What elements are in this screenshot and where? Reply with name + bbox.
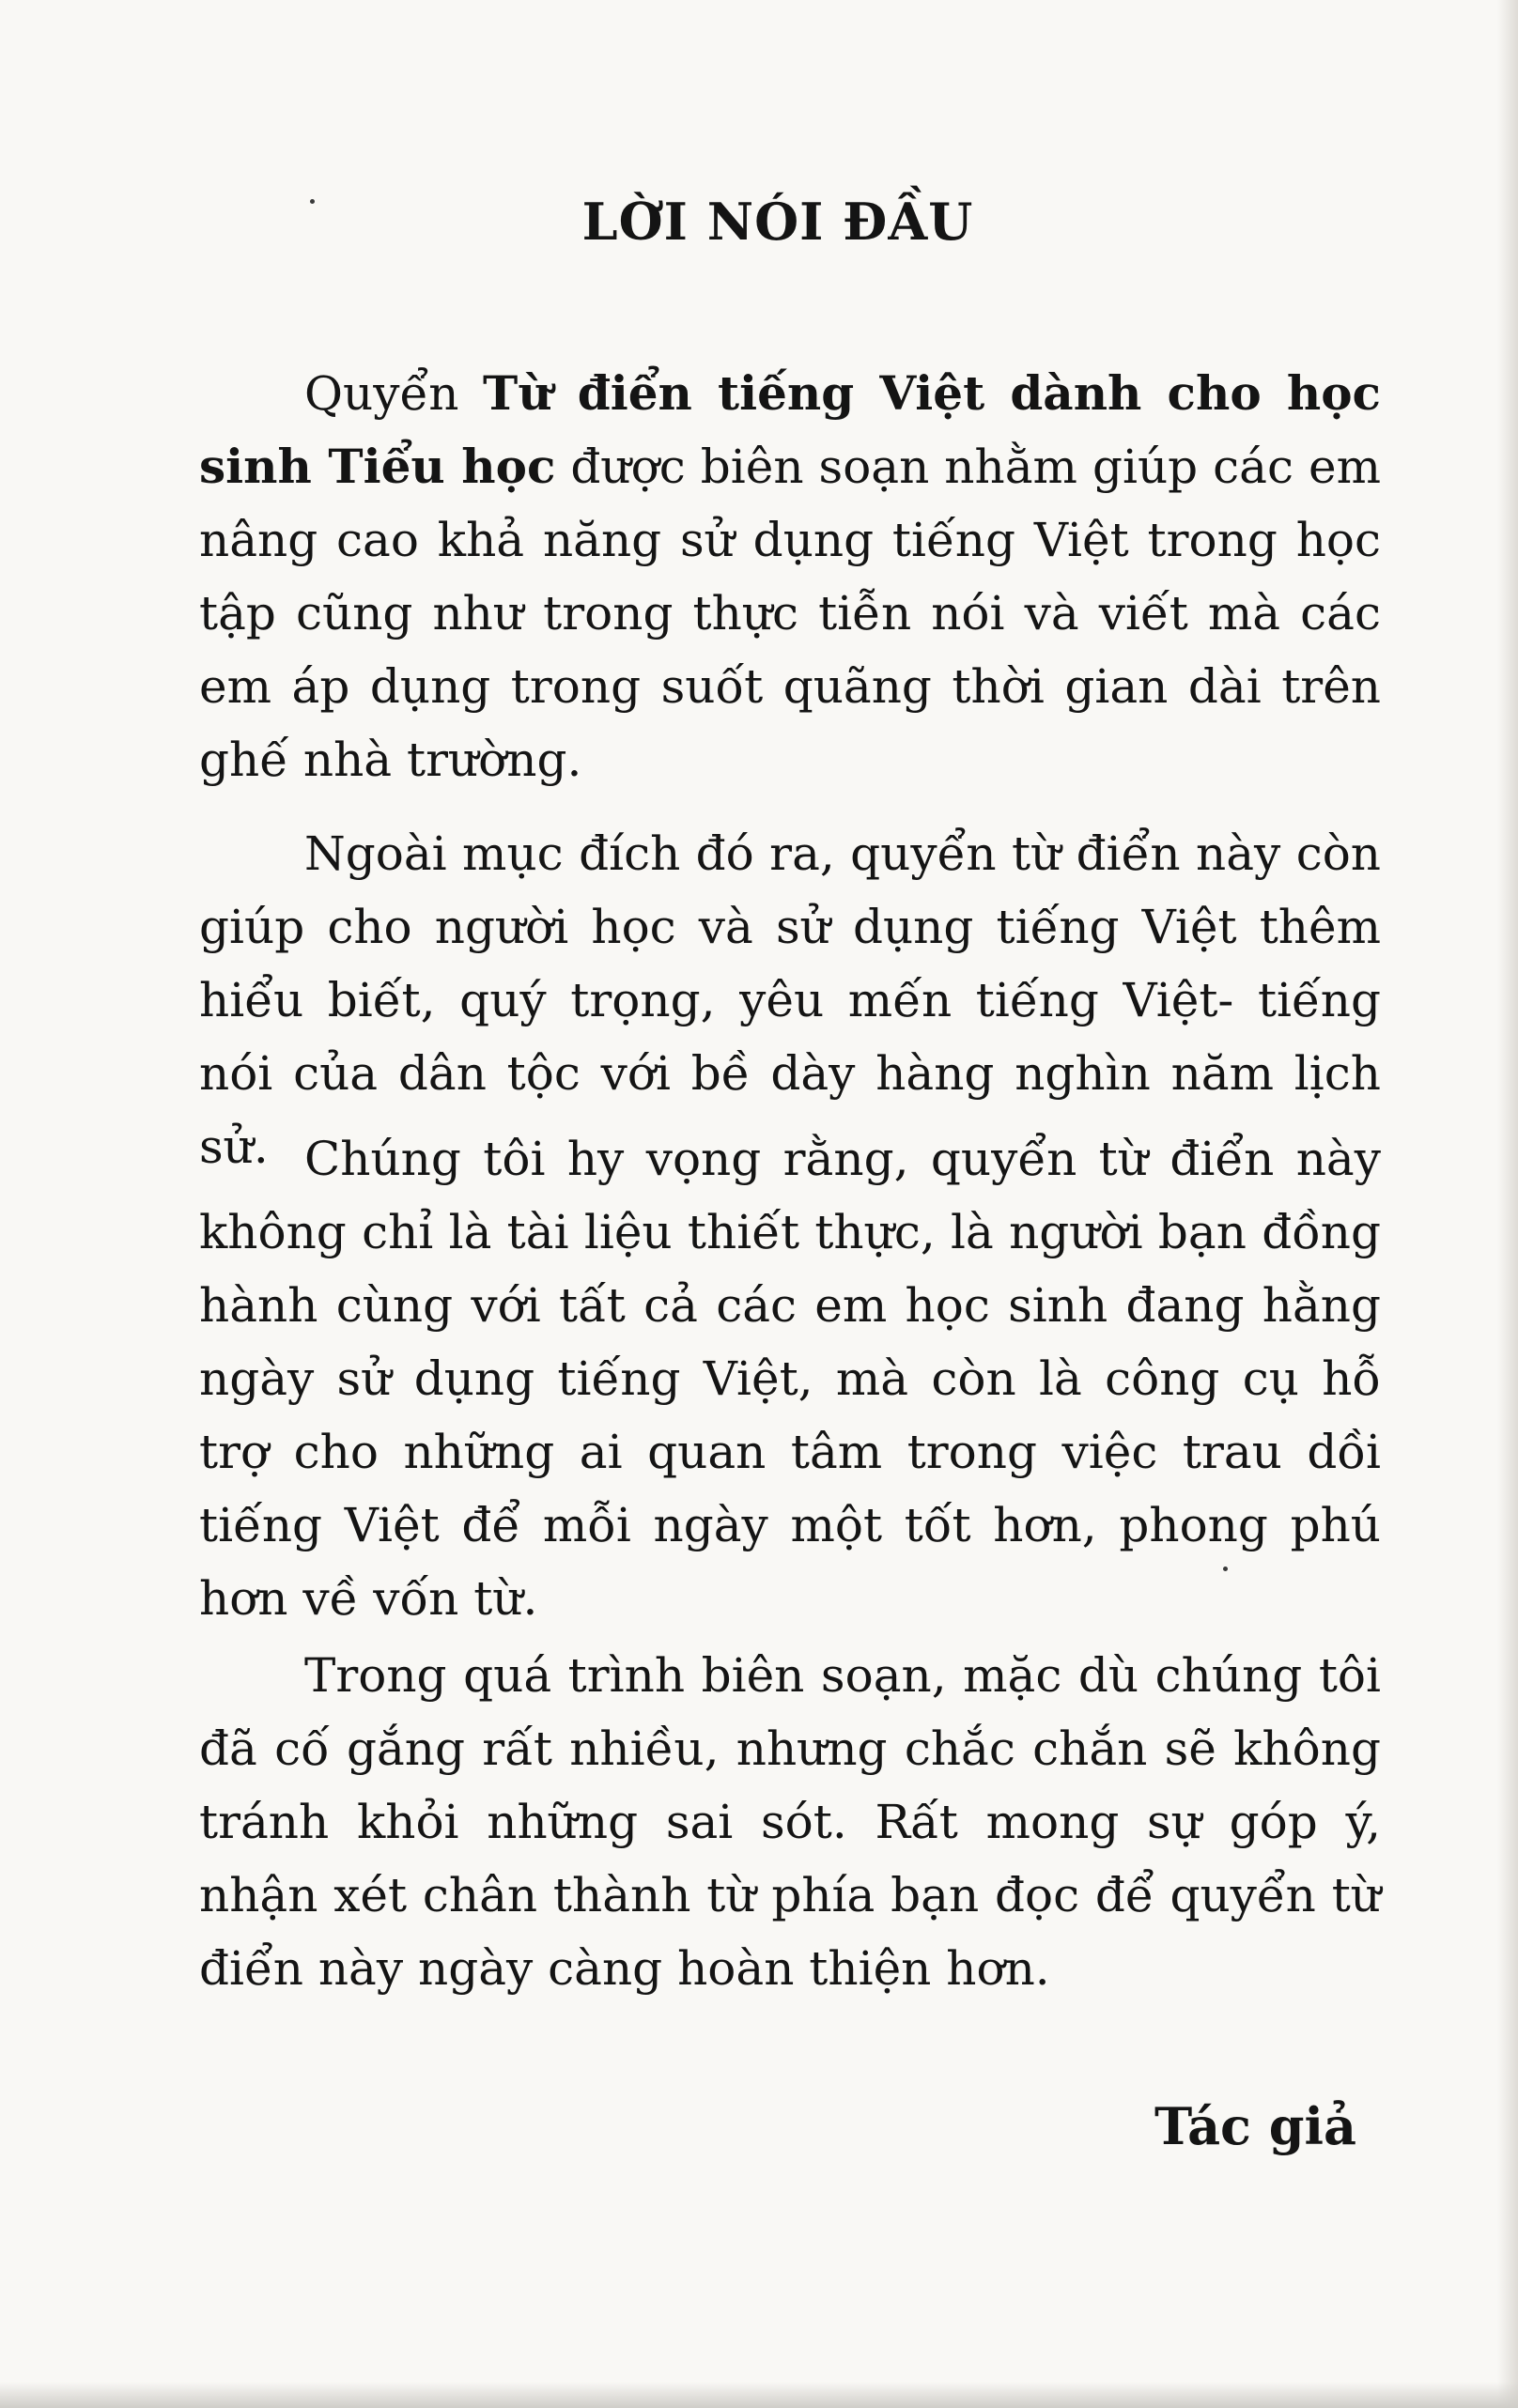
paragraph-feedback: Trong quá trình biên soạn, mặc dù chúng tôi đã cố gắng rất nhiều, nhưng chắc chắn sẽ không tránh khỏi những sai sót. Rất mong sự góp ý, nhận xét chân thành từ phía bạn đọc để quyển từ điển này ngày càng hoàn thiện hơn. — [199, 1648, 1381, 1996]
paragraph-intro-rest: được biên soạn nhằm giúp các em nâng cao khả năng sử dụng tiếng Việt trong học tập cũng như trong thực tiễn nói và viết mà các em áp dụng trong suốt quãng thời gian dài trên ghế nhà trường. — [199, 440, 1381, 787]
page-title: LỜI NÓI ĐẦU — [581, 192, 974, 252]
page-edge-shadow — [1497, 0, 1518, 2408]
paragraph-hope: Chúng tôi hy vọng rằng, quyển từ điển này không chỉ là tài liệu thiết thực, là người bạn đồng hành cùng với tất cả các em học sinh đang hằng ngày sử dụng tiếng Việt, mà còn là công cụ hỗ trợ cho những ai quan tâm trong việc trau dồi tiếng Việt để mỗi ngày một tốt hơn, phong phú hơn về vốn từ. — [199, 1132, 1381, 1626]
page-bottom-shadow — [0, 2382, 1518, 2408]
paragraph-intro — [199, 357, 1381, 796]
book-title-bold: Từ điển tiếng Việt dành cho học sinh Tiểu học — [199, 365, 1381, 494]
paragraph-intro-lead: Quyển — [304, 366, 484, 421]
author-signature: Tác giả — [1154, 2096, 1356, 2156]
paragraph-purpose: Ngoài mục đích đó ra, quyển từ điển này còn giúp cho người học và sử dụng tiếng Việt thêm hiểu biết, quý trọng, yêu mến tiếng Việt- tiếng nói của dân tộc với bề dày hàng nghìn năm lịch sử. — [199, 826, 1381, 1174]
